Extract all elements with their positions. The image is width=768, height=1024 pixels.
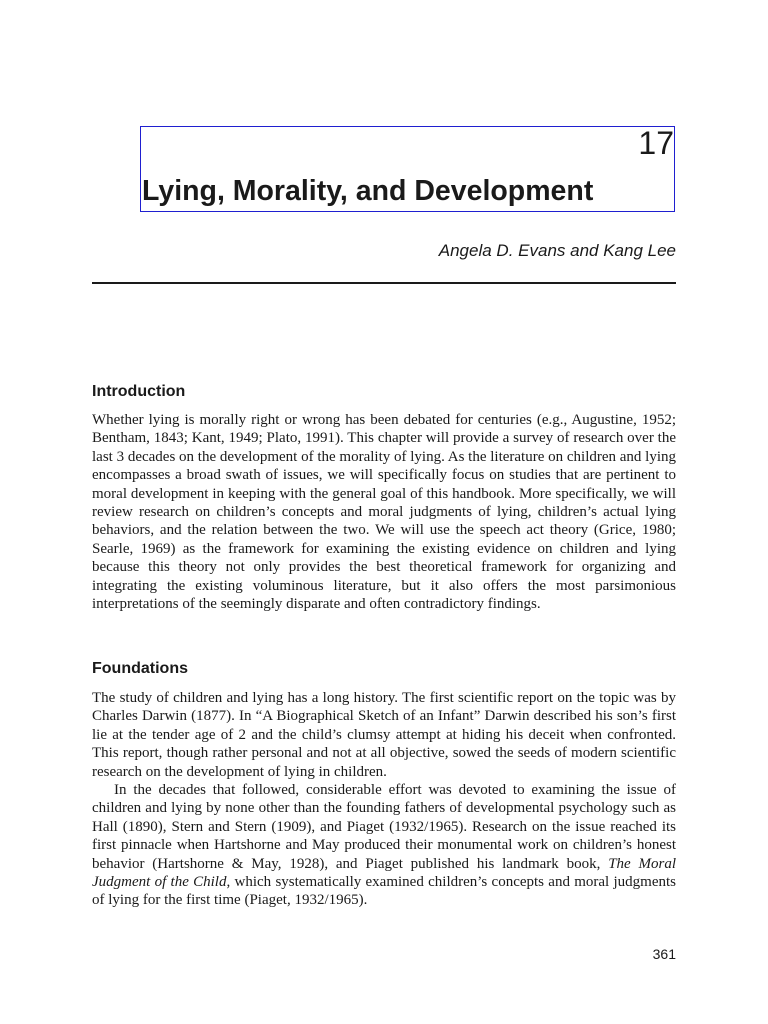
foundations-paragraph-2-text-end: , which systematically examined children’s concepts and moral judgments of lying for the first time (Piaget, 1932/1965). bbox=[92, 874, 676, 909]
foundations-paragraph-2 bbox=[92, 781, 676, 910]
chapter-authors: Angela D. Evans and Kang Lee bbox=[438, 241, 676, 260]
title-divider bbox=[92, 282, 676, 284]
section-heading-introduction: Introduction bbox=[92, 383, 186, 400]
page-number: 361 bbox=[652, 946, 676, 962]
chapter-title-box bbox=[140, 126, 675, 212]
foundations-paragraph-1: The study of children and lying has a long history. The first scientific report on the topic was by Charles Darwin (1877). In “A Biographical Sketch of an Infant” Darwin described his son’s first lie at the tender age of 2 and the child’s clumsy attempt at hiding his deceit when confronted. This report, though rather personal and not at all objective, sowed the seeds of modern scientific research on the development of lying in children. bbox=[92, 690, 676, 780]
book-title-citation: The Moral Judgment of the Child bbox=[92, 855, 677, 891]
foundations-paragraph-2-text-start: In the decades that followed, considerable effort was devoted to examining the issue of children and lying by none other than the founding fathers of developmental psychology such as Hall (1890), Stern and Stern (1909), and Piaget (1932/1965). Research on the issue reached its first pinnacle when Hartshorne and May produced their monumental work on children’s honest behavior (Hartshorne & May, 1928), and Piaget published his landmark book, bbox=[92, 782, 676, 872]
introduction-paragraph: Whether lying is morally right or wrong has been debated for centuries (e.g., Augustine, 1952; Bentham, 1843; Kant, 1949; Plato, 1991). This chapter will provide a survey of research over the last 3 decades on the development of the morality of lying. As the literature on children and lying encompasses a broad swath of issues, we will specifically focus on studies that are pertinent to moral development in keeping with the general goal of this handbook. More specifically, we will review research on children’s concepts and moral judgments of lying, children’s actual lying behaviors, and the relation between the two. We will use the speech act theory (Grice, 1980; Searle, 1969) as the framework for examining the existing evidence on children and lying because this theory not only provides the best theoretical framework for organizing and integrating the existing voluminous literature, but it also offers the most parsimonious interpretations of the seemingly disparate and often contradictory findings. bbox=[92, 412, 677, 613]
chapter-number: 17 bbox=[638, 125, 674, 161]
chapter-title: Lying, Morality, and Development bbox=[142, 175, 594, 207]
section-heading-foundations: Foundations bbox=[92, 660, 188, 677]
